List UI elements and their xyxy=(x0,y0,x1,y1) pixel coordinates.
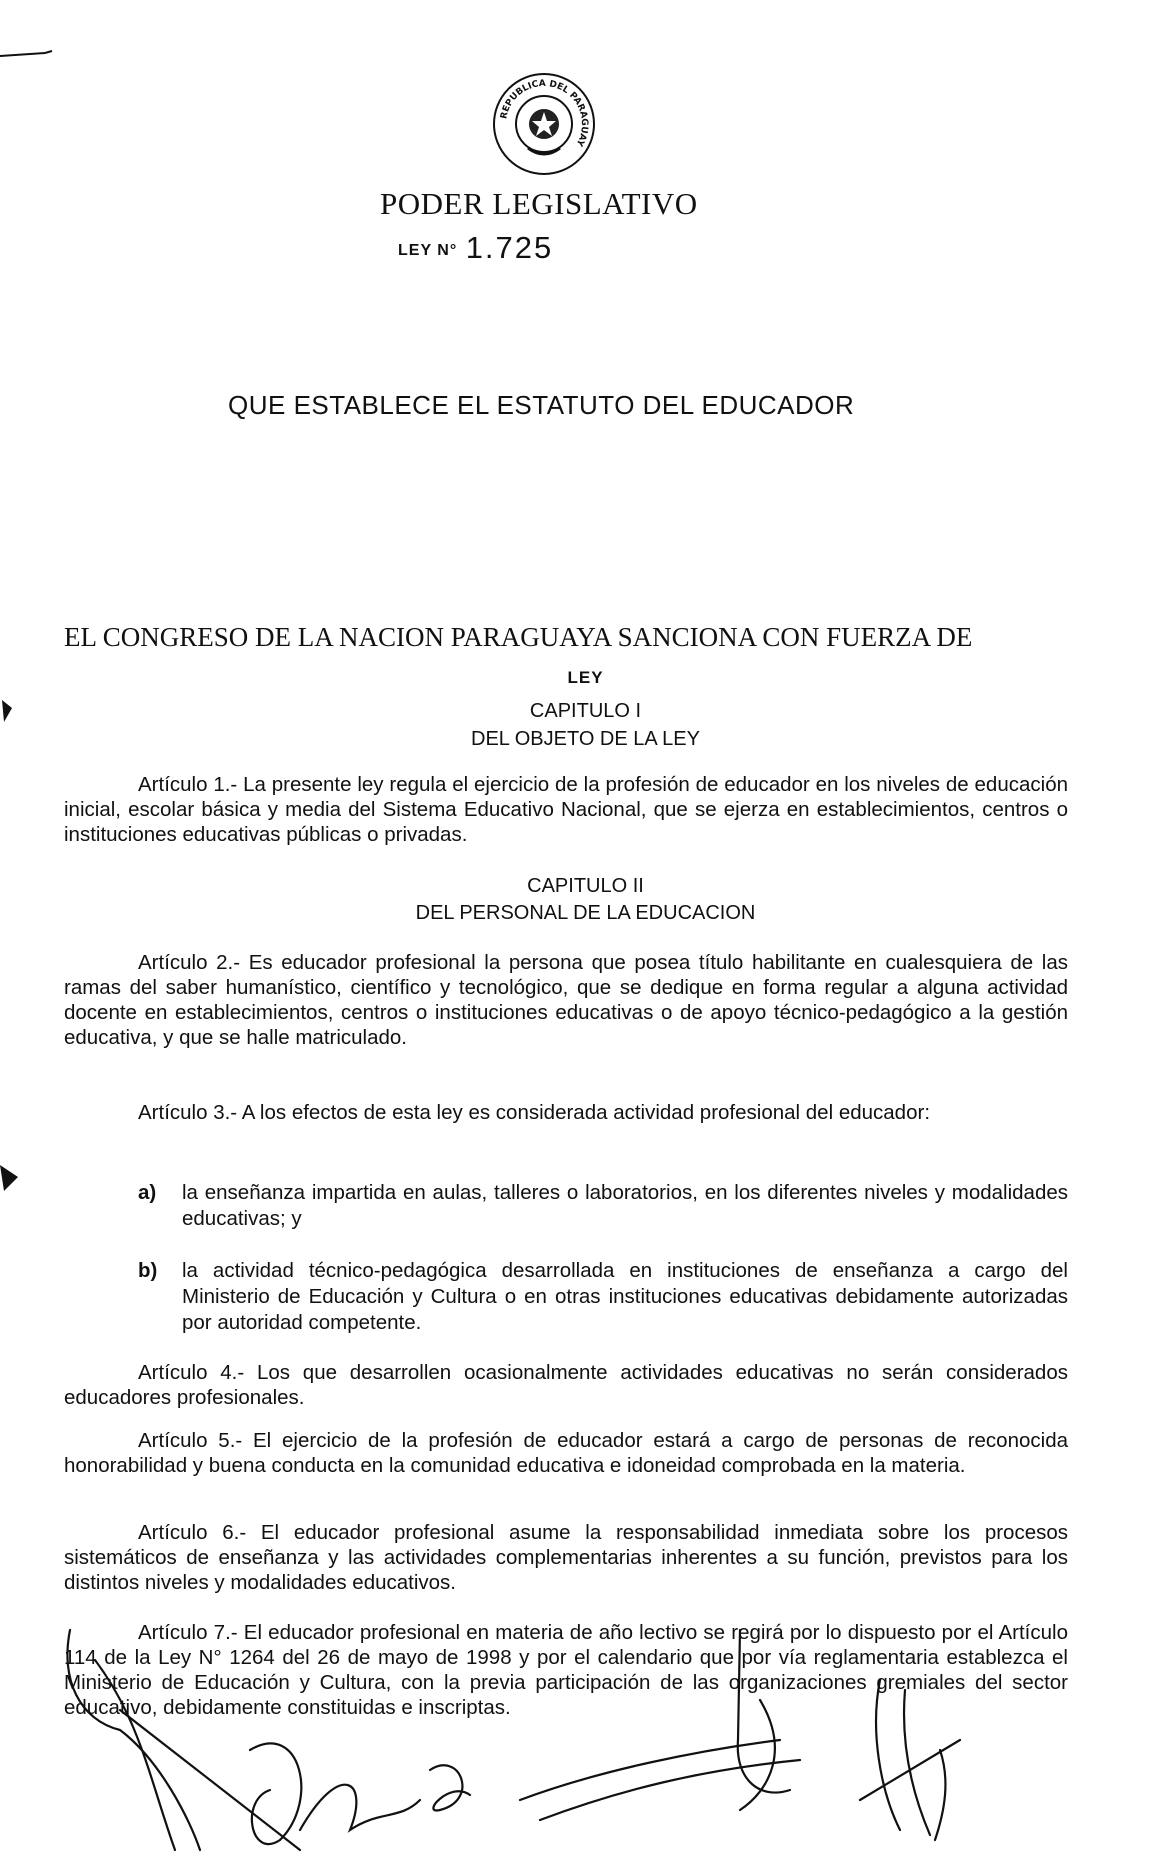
seal-text: REPUBLICA DEL PARAGUAY xyxy=(499,78,590,148)
handwritten-signatures xyxy=(0,1600,1171,1859)
chapter-title: DEL OBJETO DE LA LEY xyxy=(471,728,700,750)
enactment-formula: EL CONGRESO DE LA NACION PARAGUAYA SANCIONA CON FUERZA DE xyxy=(64,622,973,652)
chapter-number: CAPITULO II xyxy=(527,875,644,897)
article-label: Artículo 1.- xyxy=(138,773,238,796)
chapter-number: CAPITULO I xyxy=(529,700,642,722)
article-1 xyxy=(64,772,1068,847)
article-6 xyxy=(64,1520,1068,1595)
article-label: Artículo 5.- xyxy=(138,1429,243,1452)
article-3 xyxy=(64,1100,1068,1125)
item-text: la actividad técnico-pedagógica desarrollada en instituciones de enseñanza a cargo del Ministerio de Educación y Cultura o en otras instituciones educativas debidamente autorizadas por autoridad competente. xyxy=(182,1259,1068,1334)
article-text: El educador profesional asume la responsabilidad inmediata sobre los procesos sistemáticos de enseñanza y las actividades complementarias inherentes a su función, previstos para los distintos niveles y modalidades educativos. xyxy=(64,1521,1069,1594)
article-text: La presente ley regula el ejercicio de la profesión de educador en los niveles de educación inicial, escolar básica y media del Sistema Educativo Nacional, que se ejerza en establecimientos, centros o instituciones educativas públicas o privadas. xyxy=(64,773,1068,846)
article-4 xyxy=(64,1360,1068,1410)
article-text: Los que desarrollen ocasionalmente actividades educativas no serán considerados educadores profesionales. xyxy=(64,1361,1068,1409)
institution-heading: PODER LEGISLATIVO xyxy=(380,186,698,221)
law-number-value: 1.725 xyxy=(465,230,554,265)
chapter-title: DEL PERSONAL DE LA EDUCACION xyxy=(415,902,756,924)
item-text: la enseñanza impartida en aulas, talleres o laboratorios, en los diferentes niveles y modalidades educativas; y xyxy=(182,1181,1068,1230)
item-marker: b) xyxy=(138,1259,158,1282)
article-label: Artículo 7.- xyxy=(138,1621,238,1644)
law-title: QUE ESTABLECE EL ESTATUTO DEL EDUCADOR xyxy=(228,390,855,420)
article-label: Artículo 4.- xyxy=(138,1361,245,1384)
scan-edge-mark xyxy=(0,50,60,58)
item-marker: a) xyxy=(138,1181,157,1204)
article-label: Artículo 3.- xyxy=(138,1101,238,1124)
article-text: El educador profesional en materia de año lectivo se regirá por lo dispuesto por el Artículo 114 de la Ley N° 1264 del 26 de mayo de 1998 y por el calendario que por vía reglamentaria establezca el Ministerio de Educación y Cultura, con la previa participación de las organizaciones gremiales del sector educativo, debidamente constituidas e inscriptas. xyxy=(64,1621,1068,1719)
article-text: Es educador profesional la persona que posea título habilitante en cualesquiera de las ramas del saber humanístico, científico y tecnológico, que se dedique en forma regular a alguna actividad docente en establecimientos, centros o instituciones educativas o de apoyo técnico-pedagógico a la gestión educativa, y que se halle matriculado. xyxy=(64,951,1068,1049)
article-3-item-a xyxy=(138,1180,1068,1232)
national-seal-icon xyxy=(490,70,598,178)
article-text: El ejercicio de la profesión de educador estará a cargo de personas de reconocida honorabilidad y buena conducta en la comunidad educativa e idoneidad comprobada en la materia. xyxy=(64,1429,1068,1477)
article-2 xyxy=(64,950,1068,1050)
article-text: A los efectos de esta ley es considerada actividad profesional del educador: xyxy=(237,1101,931,1124)
law-number-label: LEY N° xyxy=(398,242,458,259)
ley-label: LEY xyxy=(567,668,604,687)
law-number xyxy=(398,230,553,266)
punch-hole-mark xyxy=(0,1165,22,1193)
article-3-item-b xyxy=(138,1258,1068,1336)
article-label: Artículo 2.- xyxy=(138,951,241,974)
article-label: Artículo 6.- xyxy=(138,1521,247,1544)
article-5 xyxy=(64,1428,1068,1478)
